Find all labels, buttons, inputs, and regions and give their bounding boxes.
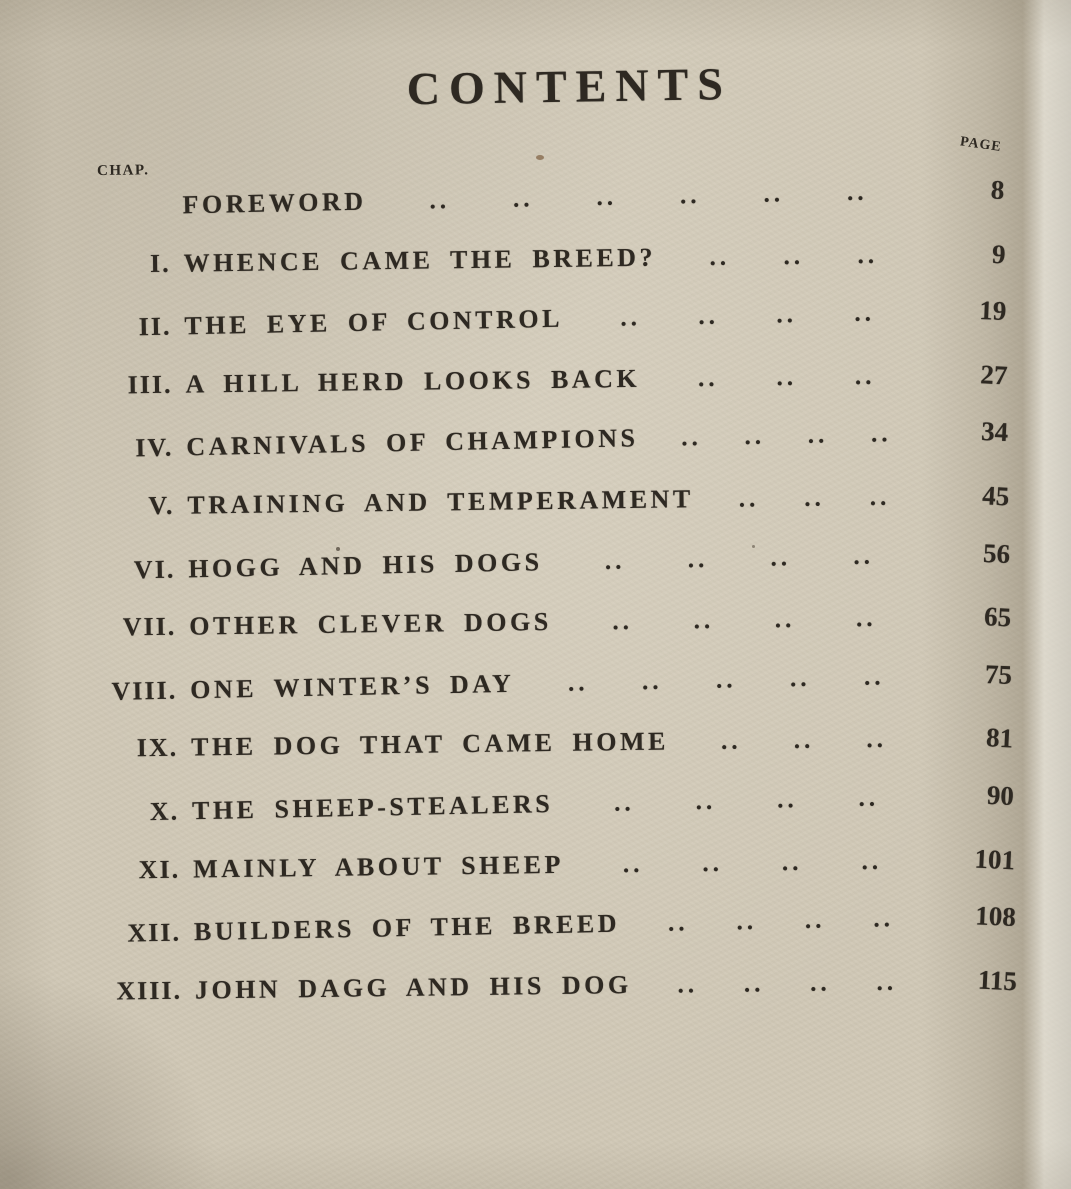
leader-dot-pair: .. xyxy=(709,243,731,271)
leader-dot-pair: .. xyxy=(858,784,880,812)
chapter-numeral: XII. xyxy=(127,917,182,948)
leader-dot-pair: .. xyxy=(641,667,663,695)
leader-dot-pair: .. xyxy=(770,543,792,572)
leader-dot-pair: .. xyxy=(693,607,715,635)
page-number: 19 xyxy=(978,295,1007,327)
page-number: 115 xyxy=(977,964,1018,997)
chapter-numeral: I. xyxy=(149,248,171,278)
leader-dot-pair: .. xyxy=(774,606,796,634)
leader-dot-pair: .. xyxy=(744,423,766,451)
chapter-numeral: VIII. xyxy=(111,675,178,706)
leader-dot-pair: .. xyxy=(876,968,898,996)
leader-dot-pair: .. xyxy=(810,969,831,997)
leader-dot-pair: .. xyxy=(667,909,689,937)
leader-dots xyxy=(552,604,938,637)
leader-dot-pair: .. xyxy=(687,545,709,573)
leader-dots xyxy=(564,847,942,880)
leader-dots xyxy=(656,241,932,272)
leader-dot-pair: .. xyxy=(855,605,877,633)
leader-dot-pair: .. xyxy=(873,905,895,933)
leader-dot-pair: .. xyxy=(804,484,825,512)
leader-dot-pair: .. xyxy=(512,185,534,213)
chapter-title: HOGG AND HIS DOGS xyxy=(187,546,543,583)
leader-dots xyxy=(640,362,934,394)
leader-dot-pair: .. xyxy=(789,664,811,693)
leader-dot-pair: .. xyxy=(677,970,699,999)
chapter-title: ONE WINTER’S DAY xyxy=(189,668,515,705)
chapter-numeral: II. xyxy=(138,311,172,342)
leader-dot-pair: .. xyxy=(861,847,883,875)
chapter-title: JOHN DAGG AND HIS DOG xyxy=(194,969,632,1005)
leader-dot-pair: .. xyxy=(783,242,805,270)
chapter-numeral: VI. xyxy=(133,554,176,584)
chapter-title: A HILL HERD LOOKS BACK xyxy=(185,363,641,399)
page-column-header: PAGE xyxy=(959,134,1003,156)
leader-dot-pair: .. xyxy=(776,301,798,329)
leader-dot-pair: .. xyxy=(781,848,803,876)
leader-dot-pair: .. xyxy=(738,485,760,513)
page-title: CONTENTS xyxy=(406,58,733,115)
leader-dot-pair: .. xyxy=(804,906,826,935)
leader-dot-pair: .. xyxy=(743,970,765,998)
leader-dot-pair: .. xyxy=(807,421,829,450)
leader-dot-pair: .. xyxy=(613,789,635,817)
page-number: 8 xyxy=(990,174,1006,206)
leader-dots xyxy=(638,420,934,454)
leader-dot-pair: .. xyxy=(857,241,879,269)
leader-dot-pair: .. xyxy=(567,669,589,697)
chapter-title: OTHER CLEVER DOGS xyxy=(189,607,552,641)
chapter-numeral: XI. xyxy=(138,854,181,884)
chapter-numeral: IX. xyxy=(136,733,179,763)
leader-dot-pair: .. xyxy=(854,299,876,328)
leader-dots xyxy=(553,783,940,819)
toc-row xyxy=(102,964,1018,1036)
leader-dot-pair: .. xyxy=(612,608,634,636)
page-number: 101 xyxy=(973,843,1016,875)
leader-dot-pair: .. xyxy=(620,304,642,332)
leader-dots xyxy=(514,662,938,698)
leader-dots xyxy=(631,968,943,1000)
chapter-title: THE SHEEP-STEALERS xyxy=(191,788,554,826)
leader-dot-pair: .. xyxy=(604,547,626,575)
leader-dot-pair: .. xyxy=(596,183,618,212)
page-number: 75 xyxy=(984,658,1013,690)
leader-dots xyxy=(669,726,940,757)
page-number: 34 xyxy=(980,416,1009,448)
leader-dot-pair: .. xyxy=(866,726,888,754)
leader-dot-pair: .. xyxy=(854,362,876,390)
leader-dot-pair: .. xyxy=(702,849,724,877)
leader-dot-pair: .. xyxy=(698,302,720,331)
leader-dot-pair: .. xyxy=(776,786,798,814)
leader-dot-pair: .. xyxy=(776,363,798,391)
chapter-numeral: V. xyxy=(148,490,175,521)
chapter-numeral: X. xyxy=(149,796,180,827)
chapter-title: THE DOG THAT CAME HOME xyxy=(191,726,670,762)
leader-dot-pair: .. xyxy=(869,483,891,511)
chapter-title: TRAINING AND TEMPERAMENT xyxy=(187,484,694,520)
leader-dot-pair: .. xyxy=(720,727,742,756)
leader-dot-pair: .. xyxy=(680,424,702,452)
leader-dots xyxy=(542,541,936,577)
leader-dot-pair: .. xyxy=(697,364,719,392)
leader-dot-pair: .. xyxy=(863,663,885,691)
chapter-title: CARNIVALS OF CHAMPIONS xyxy=(186,423,639,462)
chapter-title: FOREWORD xyxy=(182,186,367,220)
leader-dots xyxy=(620,904,942,938)
page-number: 45 xyxy=(981,480,1011,512)
leader-dots xyxy=(563,299,933,334)
leader-dot-pair: .. xyxy=(695,787,717,816)
page-number: 65 xyxy=(983,601,1012,633)
leader-dots xyxy=(366,177,930,216)
leader-dot-pair: .. xyxy=(429,186,451,215)
leader-dot-pair: .. xyxy=(622,850,644,878)
chapter-numeral: XIII. xyxy=(116,975,183,1006)
page-number: 108 xyxy=(974,900,1017,933)
chapter-column-header: CHAP. xyxy=(96,162,150,180)
toc-rows xyxy=(89,175,1017,1038)
chapter-numeral: III. xyxy=(127,369,173,400)
page-number: 81 xyxy=(985,722,1014,754)
page-number: 9 xyxy=(991,238,1007,270)
chapter-title: WHENCE CAME THE BREED? xyxy=(183,242,657,278)
leader-dot-pair: .. xyxy=(763,180,785,208)
chapter-numeral: IV. xyxy=(135,432,174,463)
page-number: 90 xyxy=(986,779,1015,811)
leader-dot-pair: .. xyxy=(715,666,737,694)
page-number: 56 xyxy=(982,537,1011,569)
contents-page xyxy=(87,51,1017,1038)
chapter-numeral: VII. xyxy=(122,611,177,642)
leader-dot-pair: .. xyxy=(679,181,701,210)
leader-dot-pair: .. xyxy=(736,908,758,936)
page-number: 27 xyxy=(979,359,1009,391)
chapter-title: BUILDERS OF THE BREED xyxy=(193,908,621,947)
leader-dot-pair: .. xyxy=(793,727,815,755)
leader-dot-pair: .. xyxy=(846,178,868,207)
chapter-title: THE EYE OF CONTROL xyxy=(184,303,564,341)
leader-dot-pair: .. xyxy=(870,420,892,448)
leader-dot-pair: .. xyxy=(853,542,875,570)
leader-dots xyxy=(694,483,936,514)
chapter-title: MAINLY ABOUT SHEEP xyxy=(192,849,565,884)
chapter-numeral xyxy=(90,213,183,215)
